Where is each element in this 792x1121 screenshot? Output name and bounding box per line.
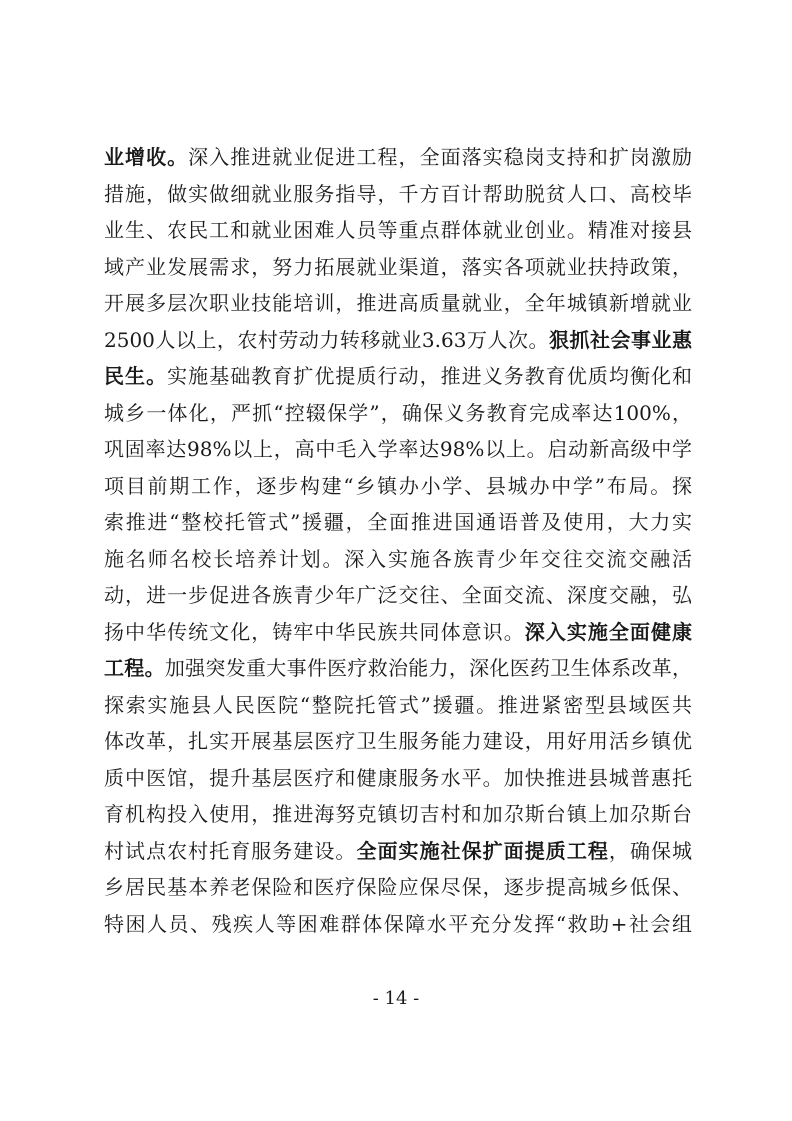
text-line bbox=[104, 322, 692, 359]
text-line bbox=[104, 906, 692, 943]
bold-heading-run: 业增收。 bbox=[104, 145, 189, 169]
text-run: 开展多层次职业技能培训，推进高质量就业，全年城镇新增就业 bbox=[104, 291, 692, 315]
text-run: 深入推进就业促进工程，全面落实稳岗支持和扩岗激励 bbox=[188, 145, 692, 169]
bold-heading-run: 全面实施社保扩面提质工程 bbox=[356, 838, 609, 863]
text-run: 施名师名校长培养计划。深入实施各族青少年交往交流交融活 bbox=[104, 546, 692, 571]
text-run: 动，进一步促进各族青少年广泛交往、全面交流、深度交融，弘 bbox=[104, 583, 692, 607]
text-line bbox=[104, 395, 692, 432]
text-run: 索推进“整校托管式”援疆，全面推进国通语普及使用，大力实 bbox=[104, 510, 692, 534]
text-run: 质中医馆，提升基层医疗和健康服务水平。加快推进县城普惠托 bbox=[104, 765, 692, 790]
text-run: 特困人员、残疾人等困难群体保障水平充分发挥“救助+社会组 bbox=[104, 911, 692, 936]
text-line bbox=[104, 504, 692, 541]
text-run: 措施，做实做细就业服务指导，千方百计帮助脱贫人口、高校毕 bbox=[104, 181, 692, 206]
text-run: 乡居民基本养老保险和医疗保险应保尽保，逐步提高城乡低保、 bbox=[104, 875, 692, 899]
text-line bbox=[104, 760, 692, 797]
text-line bbox=[104, 249, 692, 286]
text-line bbox=[104, 212, 692, 249]
text-run: 业生、农民工和就业困难人员等重点群体就业创业。精准对接县 bbox=[104, 218, 692, 242]
text-line bbox=[104, 176, 692, 213]
text-run: 村试点农村托育服务建设。 bbox=[104, 838, 357, 863]
body-paragraph bbox=[104, 139, 692, 942]
text-line bbox=[104, 358, 692, 395]
text-run: 巩固率达98%以上，高中毛入学率达98%以上。启动新高级中学 bbox=[104, 437, 692, 461]
text-run: 项目前期工作，逐步构建“乡镇办小学、县城办中学”布局。探 bbox=[104, 473, 692, 498]
text-line bbox=[104, 577, 692, 614]
page-number: - 14 - bbox=[372, 988, 420, 1009]
text-run: ，确保城 bbox=[608, 838, 692, 863]
text-line bbox=[104, 468, 692, 505]
text-line bbox=[104, 796, 692, 833]
bold-heading-run: 民生。 bbox=[104, 364, 168, 388]
text-line bbox=[104, 541, 692, 578]
bold-heading-run: 工程。 bbox=[104, 656, 165, 680]
text-run: 域产业发展需求，努力拓展就业渠道，落实各项就业扶持政策， bbox=[104, 254, 692, 279]
text-line bbox=[104, 869, 692, 906]
text-line bbox=[104, 650, 692, 687]
text-run: 探索实施县人民医院“整院托管式”援疆。推进紧密型县域医共 bbox=[104, 692, 692, 717]
text-line bbox=[104, 833, 692, 870]
text-run: 实施基础教育扩优提质行动，推进义务教育优质均衡化和 bbox=[167, 364, 692, 388]
text-run: 加强突发重大事件医疗救治能力，深化医药卫生体系改革， bbox=[164, 656, 692, 680]
text-run: 体改革，扎实开展基层医疗卫生服务能力建设，用好用活乡镇优 bbox=[104, 729, 692, 753]
bold-heading-run: 狠抓社会事业惠 bbox=[548, 327, 692, 352]
text-run: 2500人以上，农村劳动力转移就业3.63万人次。 bbox=[104, 327, 549, 352]
text-line bbox=[104, 723, 692, 760]
text-line bbox=[104, 431, 692, 468]
text-line bbox=[104, 139, 692, 176]
text-run: 育机构投入使用，推进海努克镇切吉村和加尕斯台镇上加尕斯台 bbox=[104, 802, 692, 826]
text-run: 扬中华传统文化，铸牢中华民族共同体意识。 bbox=[104, 619, 525, 644]
text-line bbox=[104, 687, 692, 724]
text-line bbox=[104, 614, 692, 651]
text-line bbox=[104, 285, 692, 322]
bold-heading-run: 深入实施全面健康 bbox=[524, 619, 692, 644]
text-run: 城乡一体化，严抓“控辍保学”，确保义务教育完成率达100%， bbox=[104, 400, 692, 425]
